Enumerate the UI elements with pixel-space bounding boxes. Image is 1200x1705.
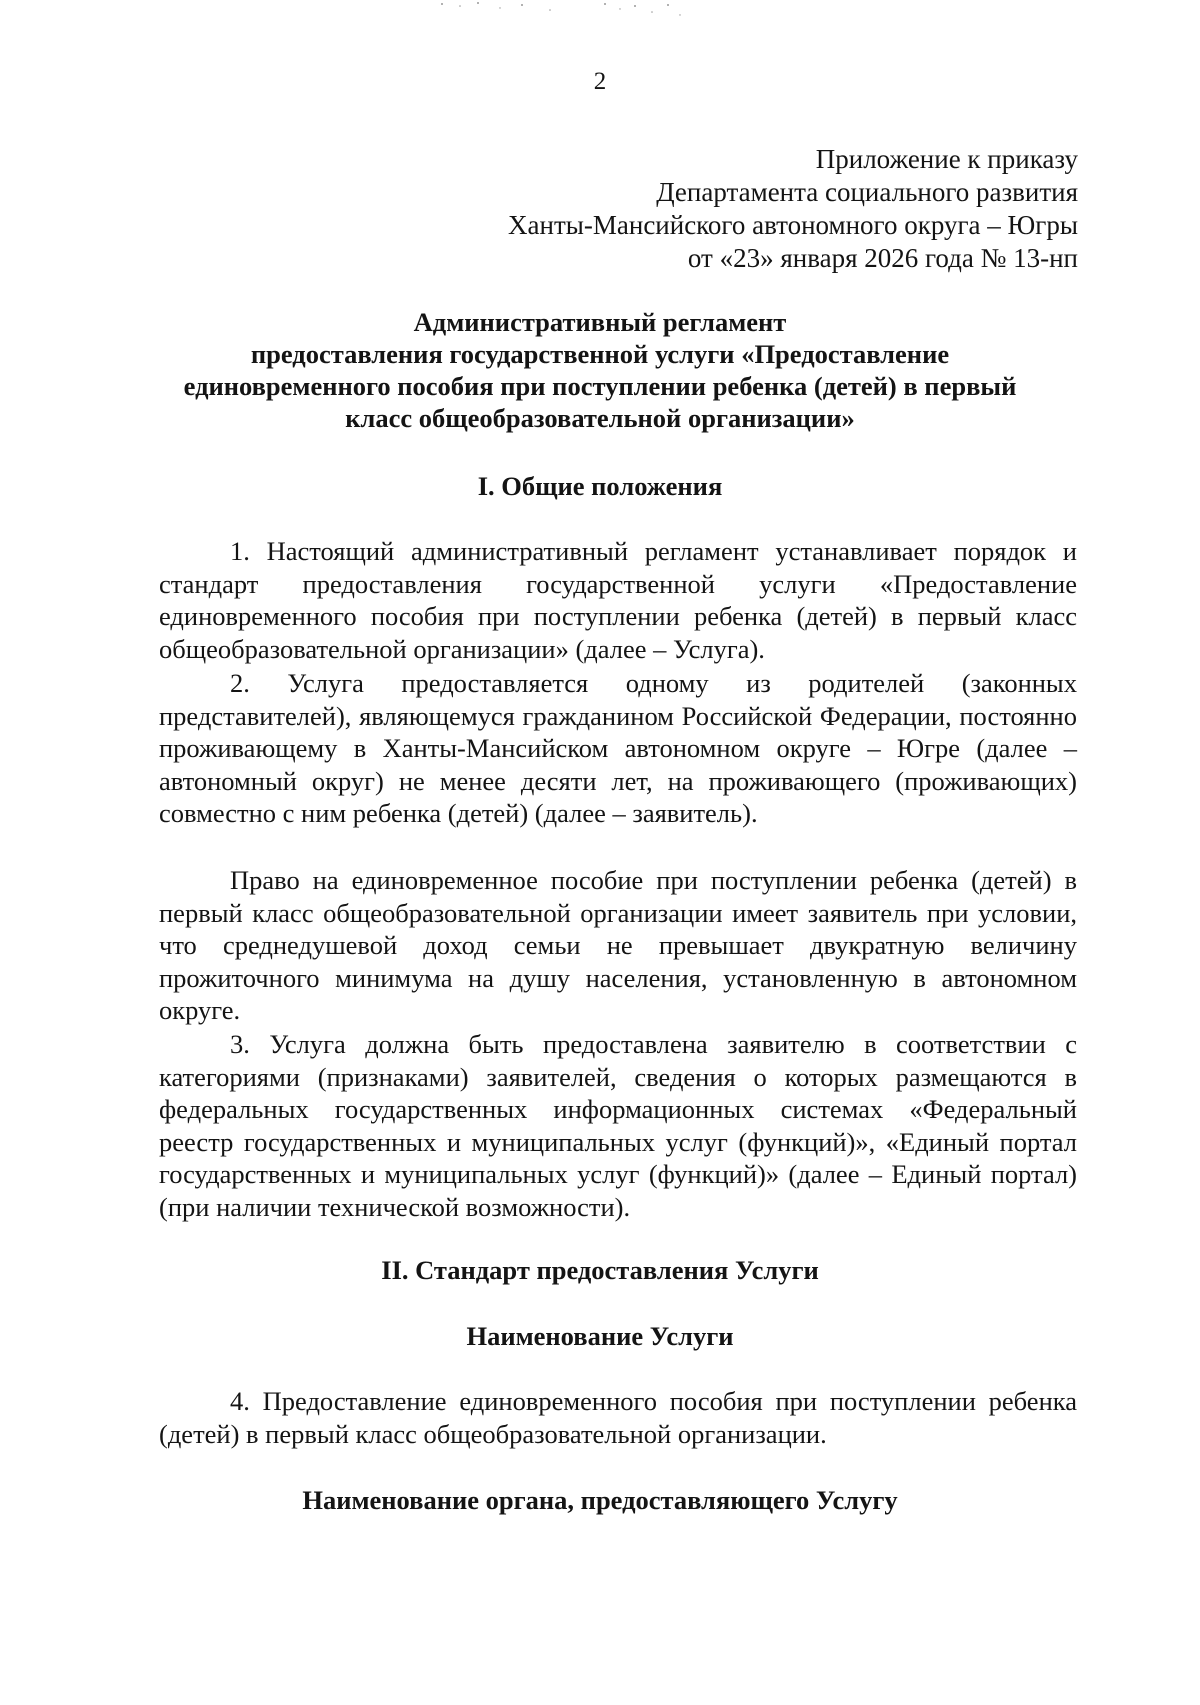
appendix-line: Департамента социального развития [656, 177, 1078, 207]
paragraph-5: 4. Предоставление единовременного пособия при поступлении ребенка (детей) в первый класс общеобразовательной организации. [159, 1386, 1077, 1449]
appendix-date-line: от «23» января 2026 года № 13-нп [687, 243, 1078, 273]
subheading-authority: Наименование органа, предоставляющего Услугу [302, 1485, 898, 1515]
document-title [120, 306, 1080, 434]
title-line: предоставления государственной услуги «Предоставление [250, 339, 950, 369]
title-line: класс общеобразовательной организации» [345, 403, 855, 433]
section-heading-standard: II. Стандарт предоставления Услуги [381, 1255, 819, 1285]
appendix-line: Приложение к приказу [815, 144, 1078, 174]
section-heading-general: I. Общие положения [477, 471, 723, 501]
paragraph-2: 2. Услуга предоставляется одному из родителей (законных представителей), являющемуся гражданином Российской Федерации, постоянно проживающему в Ханты-Мансийском автономном округе – Югре (далее – автономный округ) не менее десяти лет, на проживающего (проживающих) совместно с ним ребенка (детей) (далее – заявитель). [159, 668, 1077, 829]
scan-noise [430, 0, 730, 40]
title-line: единовременного пособия при поступлении ребенка (детей) в первый [183, 371, 1017, 401]
subheading-service-name: Наименование Услуги [466, 1321, 734, 1351]
appendix-line: Ханты-Мансийского автономного округа – Югры [508, 210, 1078, 240]
paragraph-3: Право на единовременное пособие при поступлении ребенка (детей) в первый класс общеобразовательной организации имеет заявитель при условии, что среднедушевой доход семьи не превышает двукратную величину прожиточного минимума на душу населения, установленную в автономном округе. [159, 865, 1077, 1026]
paragraph-4: 3. Услуга должна быть предоставлена заявителю в соответствии с категориями (признаками) заявителей, сведения о которых размещаются в федеральных государственных информационных системах «Федеральный реестр государственных и муниципальных услуг (функций)», «Единый портал государственных и муниципальных услуг (функций)» (далее – Единый портал) (при наличии технической возможности). [159, 1029, 1077, 1222]
page-number: 2 [593, 68, 607, 95]
appendix-block [278, 143, 1078, 275]
title-line: Административный регламент [413, 307, 787, 337]
paragraph-1: 1. Настоящий административный регламент устанавливает порядок и стандарт предоставления государственной услуги «Предоставление единовременного пособия при поступлении ребенка (детей) в первый класс общеобразовательной организации» (далее – Услуга). [159, 536, 1077, 664]
